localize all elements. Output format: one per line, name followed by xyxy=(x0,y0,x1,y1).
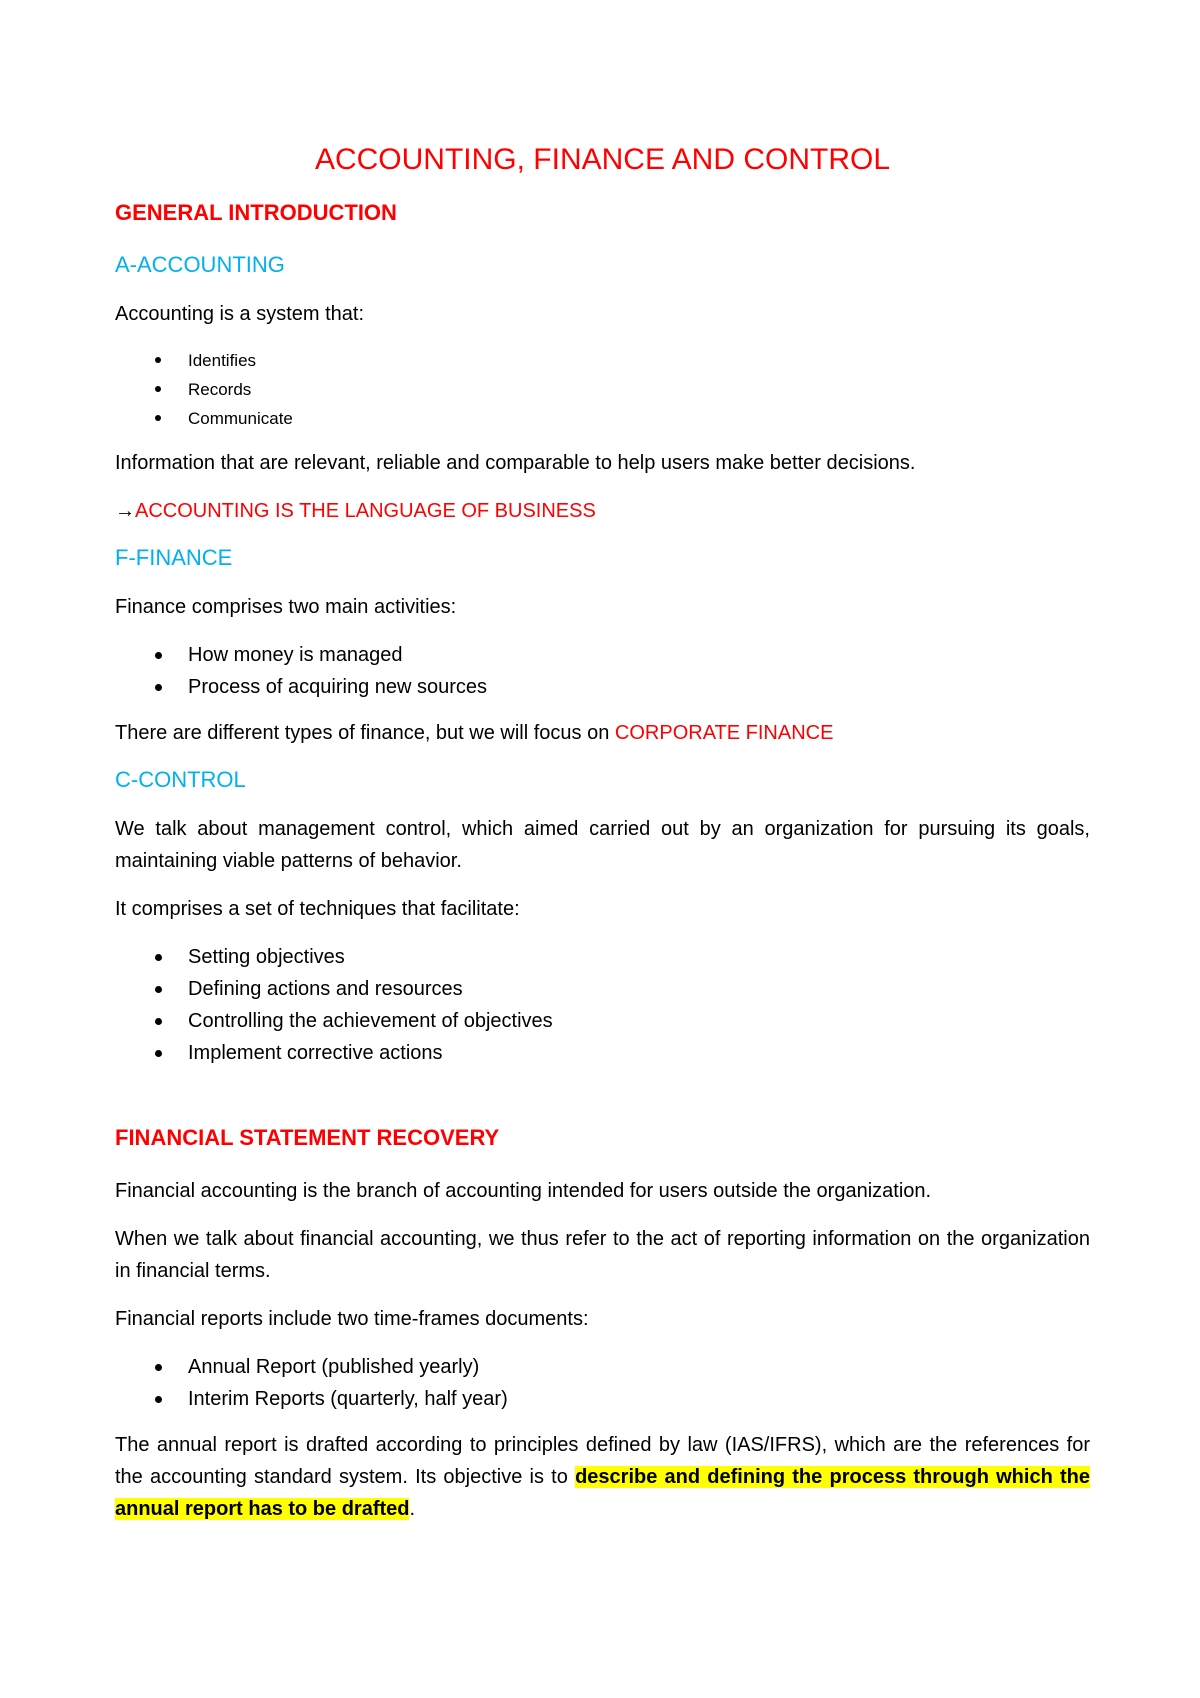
heading-financial-statement-recovery: FINANCIAL STATEMENT RECOVERY xyxy=(115,1125,500,1150)
accounting-list xyxy=(115,346,1090,433)
fs-para-4-highlight: describe and defining the process through which the annual report has to be drafted xyxy=(115,1466,1090,1520)
fs-para-4 xyxy=(115,1429,1090,1525)
fs-para-2: When we talk about financial accounting, we thus refer to the act of reporting information on the organization in financial terms. xyxy=(115,1228,1090,1282)
fs-para-4-end: . xyxy=(409,1498,416,1520)
list-item: Controlling the achievement of objectives xyxy=(115,1005,1090,1037)
list-item: Communicate xyxy=(115,404,1090,433)
accounting-intro: Accounting is a system that: xyxy=(115,303,365,325)
accounting-info: Information that are relevant, reliable and comparable to help users make better decisions. xyxy=(115,452,916,474)
arrow-right-icon: → xyxy=(115,500,135,522)
finance-intro: Finance comprises two main activities: xyxy=(115,596,457,618)
list-item: How money is managed xyxy=(115,639,1090,671)
control-list xyxy=(115,941,1090,1069)
fs-para-3: Financial reports include two time-frames documents: xyxy=(115,1308,589,1330)
accounting-tagline: ACCOUNTING IS THE LANGUAGE OF BUSINESS xyxy=(135,500,596,522)
section-spacer xyxy=(115,1083,1090,1123)
fs-para-1: Financial accounting is the branch of accounting intended for users outside the organization. xyxy=(115,1180,932,1202)
list-item: Annual Report (published yearly) xyxy=(115,1351,1090,1383)
list-item: Process of acquiring new sources xyxy=(115,671,1090,703)
control-para-1: We talk about management control, which aimed carried out by an organization for pursuing its goals, maintaining viable patterns of behavior. xyxy=(115,818,1090,872)
fs-list xyxy=(115,1351,1090,1415)
list-item: Implement corrective actions xyxy=(115,1037,1090,1069)
corporate-finance-highlight: CORPORATE FINANCE xyxy=(614,722,834,744)
list-item: Defining actions and resources xyxy=(115,973,1090,1005)
document-title: ACCOUNTING, FINANCE AND CONTROL xyxy=(314,143,891,176)
control-para-2: It comprises a set of techniques that facilitate: xyxy=(115,898,520,920)
document-content xyxy=(115,140,1090,1541)
list-item: Records xyxy=(115,375,1090,404)
heading-accounting: A-ACCOUNTING xyxy=(115,252,285,277)
heading-control: C-CONTROL xyxy=(115,767,246,792)
accounting-tagline-line xyxy=(115,495,1090,527)
finance-list xyxy=(115,639,1090,703)
heading-general-introduction: GENERAL INTRODUCTION xyxy=(115,200,397,225)
list-item: Identifies xyxy=(115,346,1090,375)
finance-types xyxy=(115,717,1090,749)
finance-types-text: There are different types of finance, but we will focus on xyxy=(115,722,615,744)
fs-para-4-start: The annual report is drafted according to principles defined by law (IAS/IFRS), which are the references for the accounting standard system. Its objective is to xyxy=(115,1434,1090,1488)
list-item: Setting objectives xyxy=(115,941,1090,973)
list-item: Interim Reports (quarterly, half year) xyxy=(115,1383,1090,1415)
heading-finance: F-FINANCE xyxy=(115,545,233,570)
